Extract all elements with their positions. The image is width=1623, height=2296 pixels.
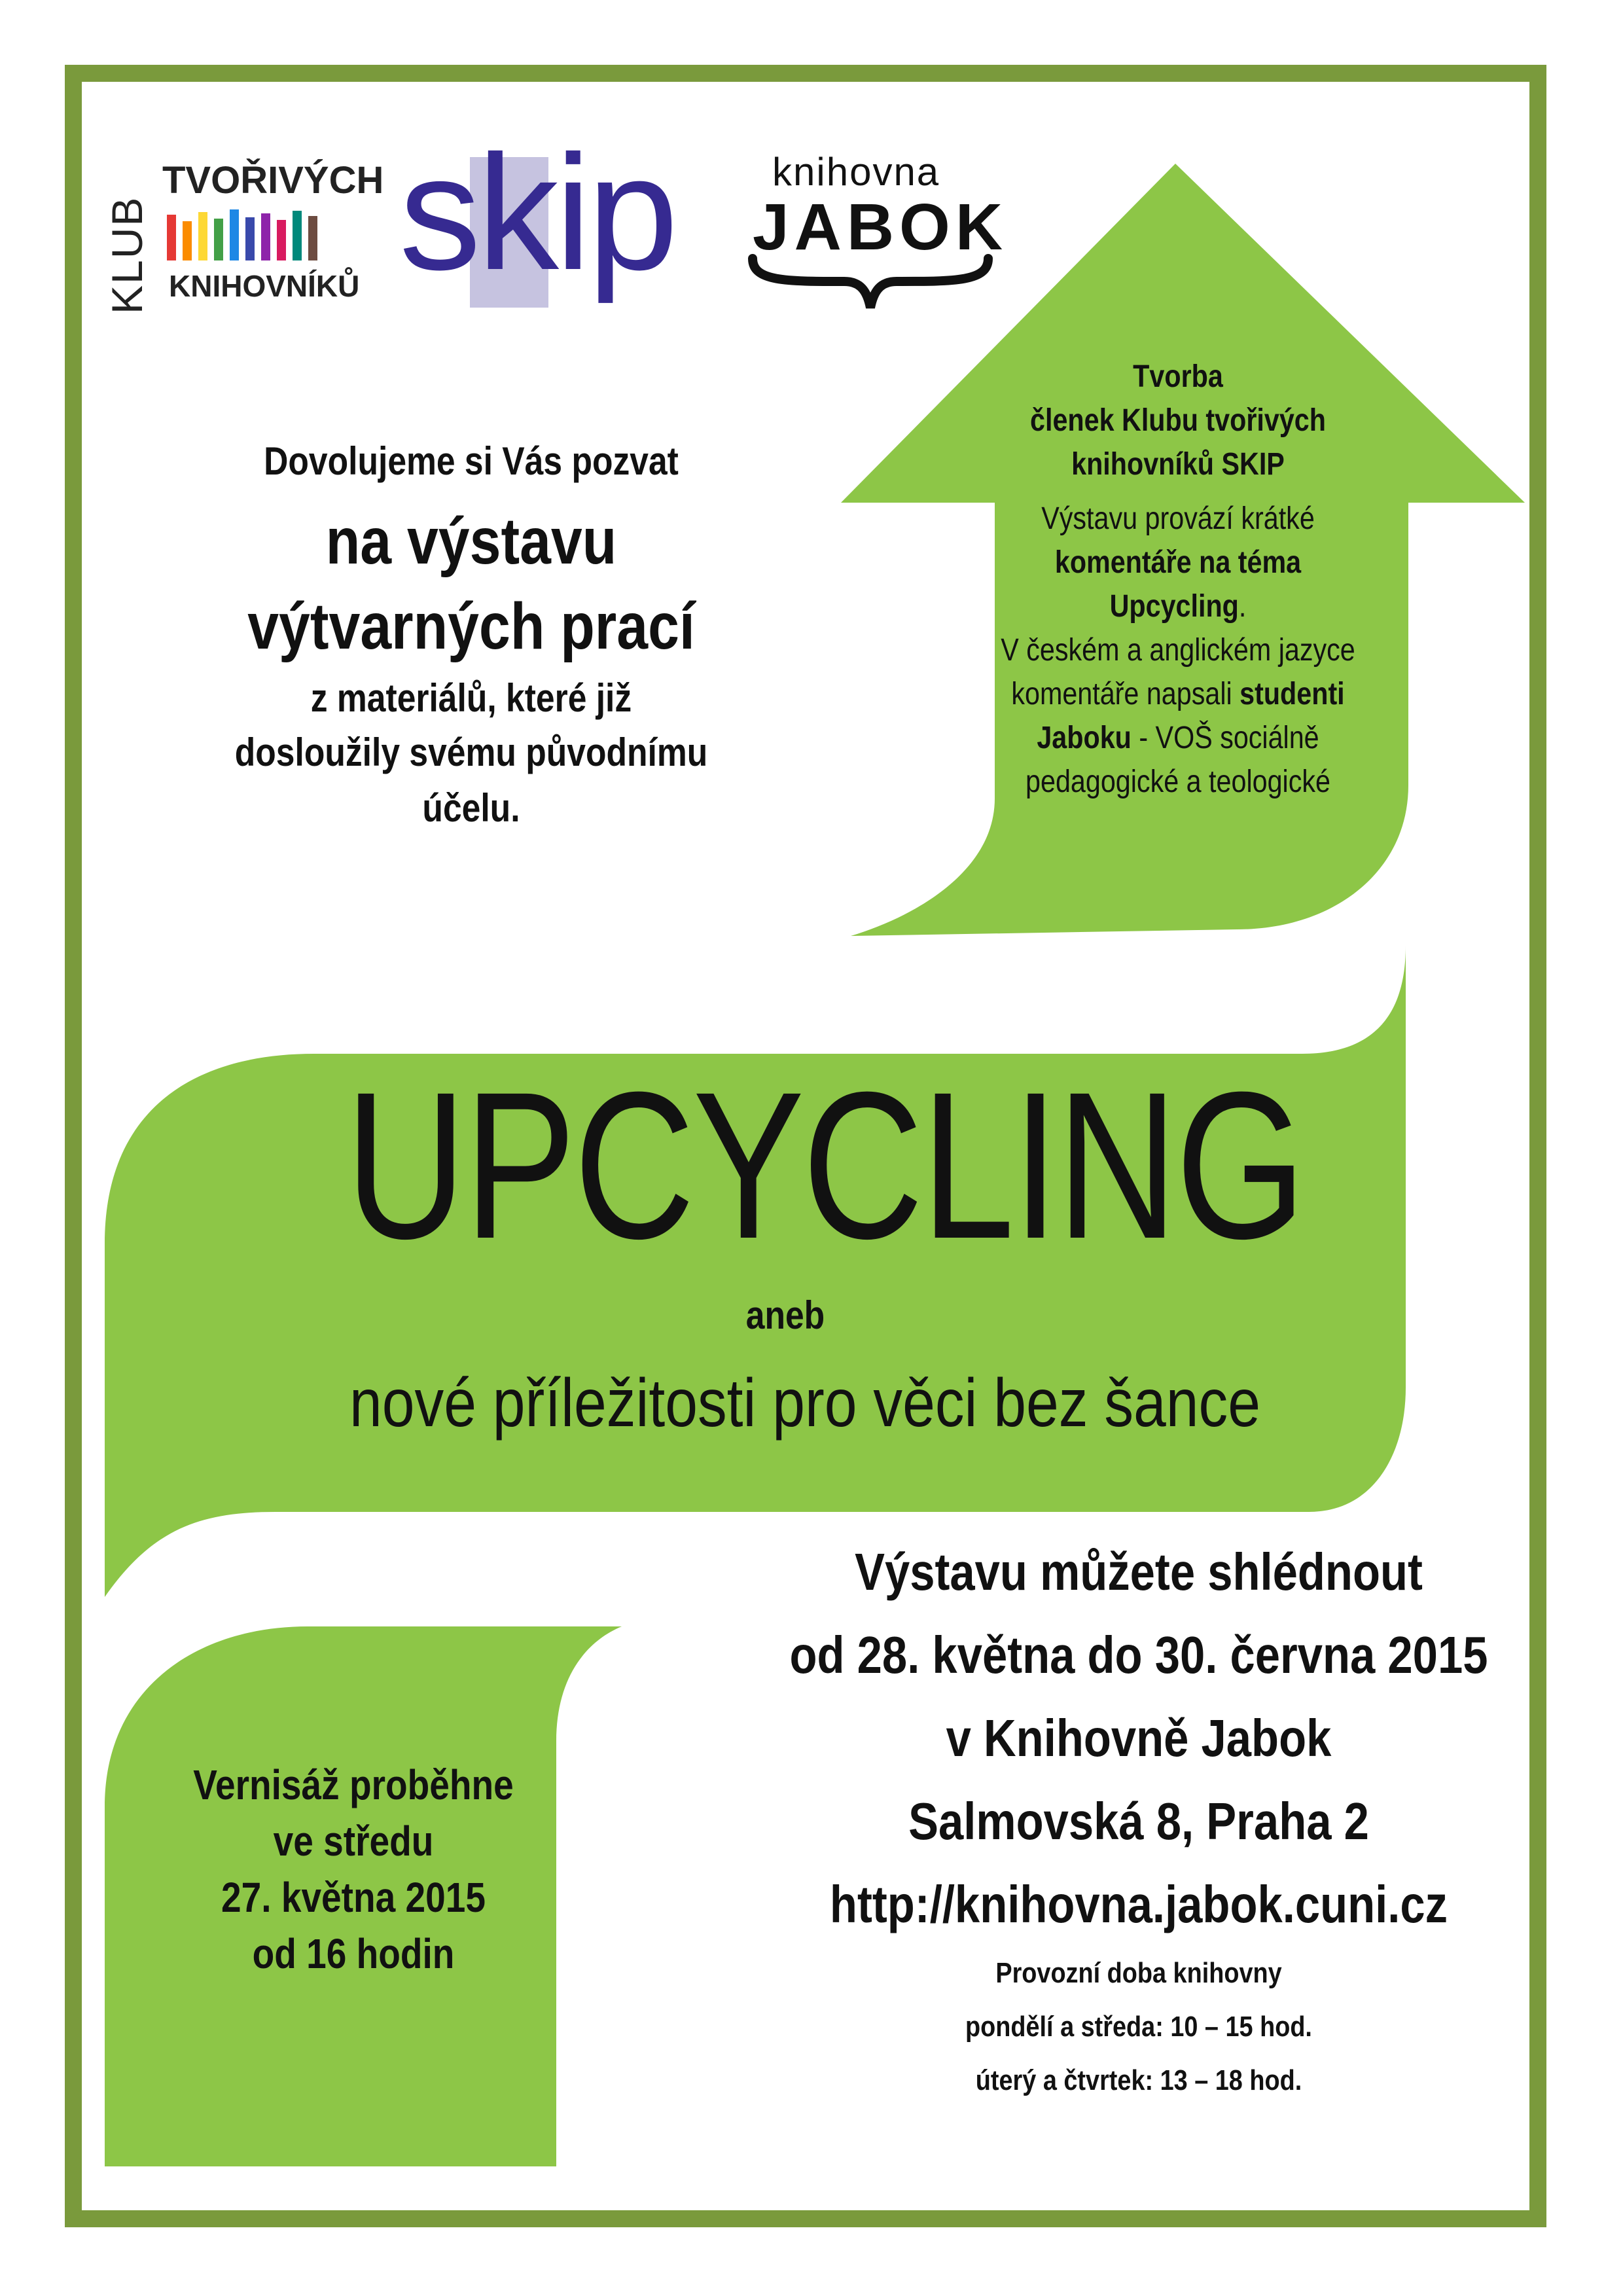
arrow-text-line-5: komentáře na téma bbox=[1054, 545, 1302, 580]
books-logo-icon bbox=[167, 208, 324, 260]
invitation-line-4: z materiálů, které již bbox=[310, 676, 632, 720]
arrow-text-line-4: Výstavu provází krátké bbox=[1041, 501, 1315, 536]
vernisaz-line-2: ve středu bbox=[273, 1818, 434, 1865]
knihovna-logo-big: JABOK bbox=[753, 190, 1008, 264]
arrow-text-line-10: pedagogické a teologické bbox=[1026, 764, 1330, 799]
invitation-line-1: Dovolujeme si Vás pozvat bbox=[264, 439, 679, 483]
arrow-text-line-1: Tvorba bbox=[1133, 359, 1223, 394]
brace-logo-icon bbox=[746, 252, 995, 311]
info-line-3: v Knihovně Jabok bbox=[946, 1709, 1332, 1767]
subtitle: nové příležitosti pro věci bez šance bbox=[349, 1365, 1260, 1441]
arrow-text-line-9: Jaboku - VOŠ sociálně bbox=[1037, 721, 1319, 755]
opening-hours-mon-wed: pondělí a středa: 10 – 15 hod. bbox=[965, 2011, 1312, 2043]
opening-hours-tue-thu: úterý a čtvrtek: 13 – 18 hod. bbox=[975, 2064, 1302, 2096]
aneb-text: aneb bbox=[745, 1293, 825, 1337]
main-title: UPCYCLING bbox=[345, 1048, 1304, 1282]
invitation-line-3: výtvarných prací bbox=[247, 590, 695, 663]
arrow-text-line-3: knihovníků SKIP bbox=[1071, 447, 1285, 482]
klub-bottom-text: KNIHOVNÍKŮ bbox=[169, 269, 360, 303]
knihovna-logo-small: knihovna bbox=[772, 150, 940, 194]
opening-hours-title: Provozní doba knihovny bbox=[995, 1957, 1282, 1989]
info-line-4: Salmovská 8, Praha 2 bbox=[908, 1792, 1369, 1850]
arrow-text-line-8: komentáře napsali studenti bbox=[1011, 677, 1345, 711]
vernisaz-line-4: od 16 hodin bbox=[252, 1930, 455, 1977]
skip-logo: skip bbox=[399, 121, 675, 304]
info-line-2: od 28. května do 30. června 2015 bbox=[789, 1626, 1488, 1684]
arrow-text-line-7: V českém a anglickém jazyce bbox=[1001, 633, 1355, 668]
vernisaz-line-1: Vernisáž proběhne bbox=[193, 1761, 514, 1808]
klub-top-text: TVOŘIVÝCH bbox=[162, 159, 384, 202]
arrow-text-line-6: Upcycling. bbox=[1109, 589, 1247, 624]
invitation-line-2: na výstavu bbox=[325, 505, 617, 578]
invitation-line-5: dosloužily svému původnímu bbox=[234, 730, 708, 774]
klub-vertical-text: KLUB bbox=[103, 196, 151, 314]
website-link[interactable]: http://knihovna.jabok.cuni.cz bbox=[829, 1875, 1448, 1933]
invitation-line-6: účelu. bbox=[422, 786, 520, 830]
info-line-1: Výstavu můžete shlédnout bbox=[855, 1543, 1423, 1601]
arrow-text-line-2: členek Klubu tvořivých bbox=[1030, 403, 1326, 438]
vernisaz-line-3: 27. května 2015 bbox=[221, 1874, 486, 1921]
